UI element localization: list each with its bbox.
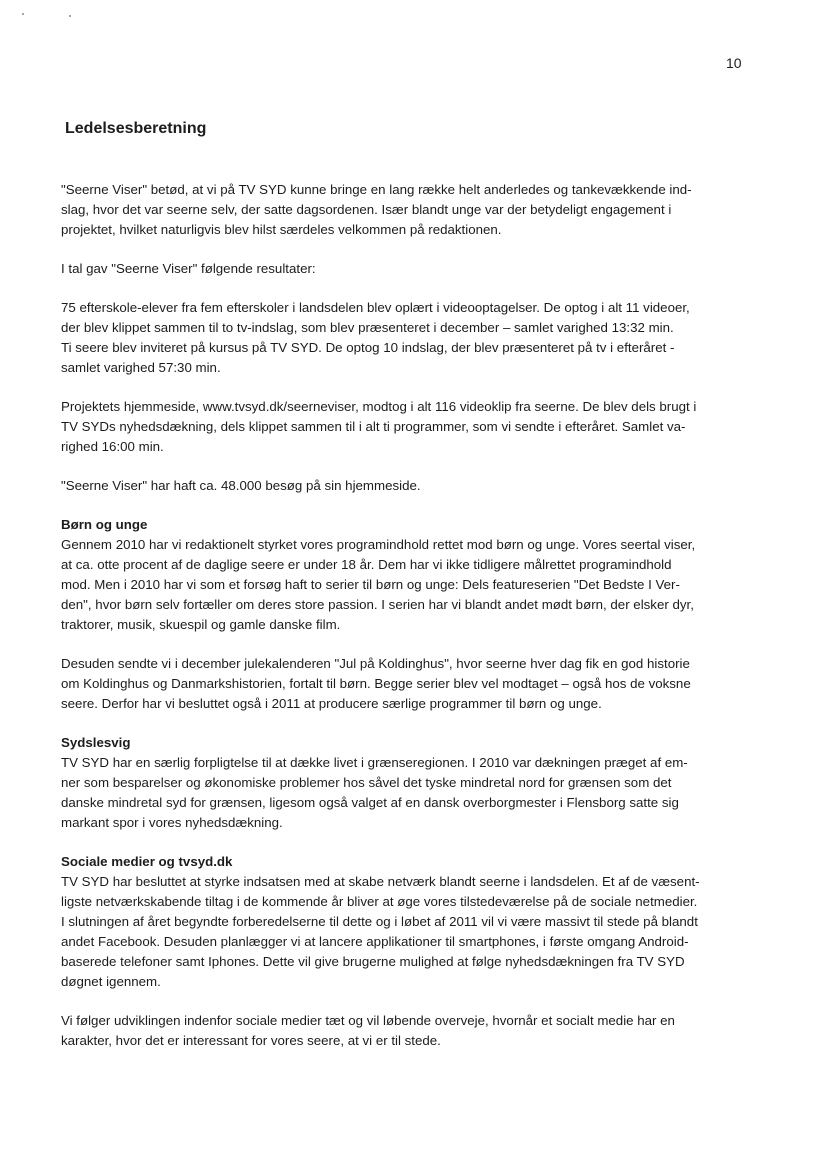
visits-paragraph [61, 476, 751, 496]
line: om Koldinghus og Danmarkshistorien, fortalt til børn. Begge serier blev vel modtaget – også hos de voksne [61, 676, 691, 691]
page-number: 10 [726, 55, 742, 71]
line: Vi følger udviklingen indenfor sociale medier tæt og vil løbende overveje, hvornår et socialt medie har en [61, 1013, 675, 1028]
line: ligste netværkskabende tiltag i de kommende år bliver at øge vores tilstedeværelse på de sociale netmedier. [61, 894, 698, 909]
social-media-section [61, 852, 751, 992]
line: at ca. otte procent af de daglige seere er under 18 år. Dem har vi ikke tidligere målrettet programindhold [61, 557, 672, 572]
line: seere. Derfor har vi besluttet også i 2011 at producere særlige programmer til børn og unge. [61, 696, 602, 711]
line: righed 16:00 min. [61, 439, 164, 454]
line: baserede telefoner samt Iphones. Dette vil give brugerne mulighed at følge nyhedsdækningen fra TV SYD [61, 954, 685, 969]
closing-paragraph [61, 1011, 751, 1051]
children-section [61, 515, 751, 635]
results-paragraph [61, 298, 751, 378]
subheading-children: Børn og unge [61, 517, 148, 532]
line: den", hvor børn selv fortæller om deres store passion. I serien har vi blandt andet mødt børn, der elsker dyr, [61, 597, 694, 612]
line: projektet, hvilket naturligvis blev hilst særdeles velkommen på redaktionen. [61, 222, 502, 237]
line: karakter, hvor det er interessant for vores seere, at vi er til stede. [61, 1033, 441, 1048]
line: mod. Men i 2010 har vi som et forsøg haft to serier til børn og unge: Dels featureserien "Det Bedste I Ver- [61, 577, 680, 592]
website-paragraph [61, 397, 751, 457]
line: "Seerne Viser" betød, at vi på TV SYD kunne bringe en lang række helt anderledes og tankevækkende ind- [61, 182, 692, 197]
line: TV SYD har besluttet at styrke indsatsen med at skabe netværk blandt seerne i landsdelen. Et af de væsent- [61, 874, 700, 889]
line: traktorer, musik, skuespil og gamle danske film. [61, 617, 341, 632]
line: ner som besparelser og økonomiske problemer hos såvel det tyske mindretal nord for grænsen som det [61, 775, 672, 790]
line: I tal gav "Seerne Viser" følgende resultater: [61, 261, 316, 276]
line: "Seerne Viser" har haft ca. 48.000 besøg på sin hjemmeside. [61, 478, 421, 493]
scan-speck [22, 13, 24, 15]
results-intro-paragraph [61, 259, 751, 279]
line: TV SYDs nyhedsdækning, dels klippet sammen til i alt ti programmer, som vi sendte i efteråret. Samlet va- [61, 419, 686, 434]
line: slag, hvor det var seerne selv, der satte dagsordenen. Især blandt unge var der betydeligt engagement i [61, 202, 672, 217]
line: danske mindretal syd for grænsen, ligesom også valget af en dansk overborgmester i Flensborg satte sig [61, 795, 679, 810]
scan-speck [69, 15, 71, 17]
line: døgnet igennem. [61, 974, 161, 989]
section-heading: Ledelsesberetning [65, 120, 207, 137]
intro-paragraph [61, 180, 751, 240]
line: Desuden sendte vi i december julekalenderen "Jul på Koldinghus", hvor seerne hver dag fik en god historie [61, 656, 690, 671]
subheading-sydslesvig: Sydslesvig [61, 735, 131, 750]
line: Projektets hjemmeside, www.tvsyd.dk/seerneviser, modtog i alt 116 videoklip fra seerne. De blev dels brugt i [61, 399, 697, 414]
report-body [61, 180, 751, 1051]
line: der blev klippet sammen til to tv-indslag, som blev præsenteret i december – samlet varighed 13:32 min. [61, 320, 674, 335]
line: I slutningen af året begyndte forberedelserne til dette og i løbet af 2011 vil vi være massivt til stede på blandt [61, 914, 698, 929]
subheading-social-media: Sociale medier og tvsyd.dk [61, 854, 233, 869]
line: TV SYD har en særlig forpligtelse til at dække livet i grænseregionen. I 2010 var dækningen præget af em- [61, 755, 688, 770]
line: 75 efterskole-elever fra fem efterskoler i landsdelen blev oplært i videooptagelser. De optog i alt 11 videoer, [61, 300, 690, 315]
line: markant spor i vores nyhedsdækning. [61, 815, 283, 830]
christmas-paragraph [61, 654, 751, 714]
line: andet Facebook. Desuden planlægger vi at lancere applikationer til smartphones, i første omgang Android- [61, 934, 689, 949]
sydslesvig-section [61, 733, 751, 833]
line: Gennem 2010 har vi redaktionelt styrket vores programindhold rettet mod børn og unge. Vores seertal viser, [61, 537, 696, 552]
line: Ti seere blev inviteret på kursus på TV SYD. De optog 10 indslag, der blev præsenteret på tv i efteråret - [61, 340, 675, 355]
line: samlet varighed 57:30 min. [61, 360, 221, 375]
